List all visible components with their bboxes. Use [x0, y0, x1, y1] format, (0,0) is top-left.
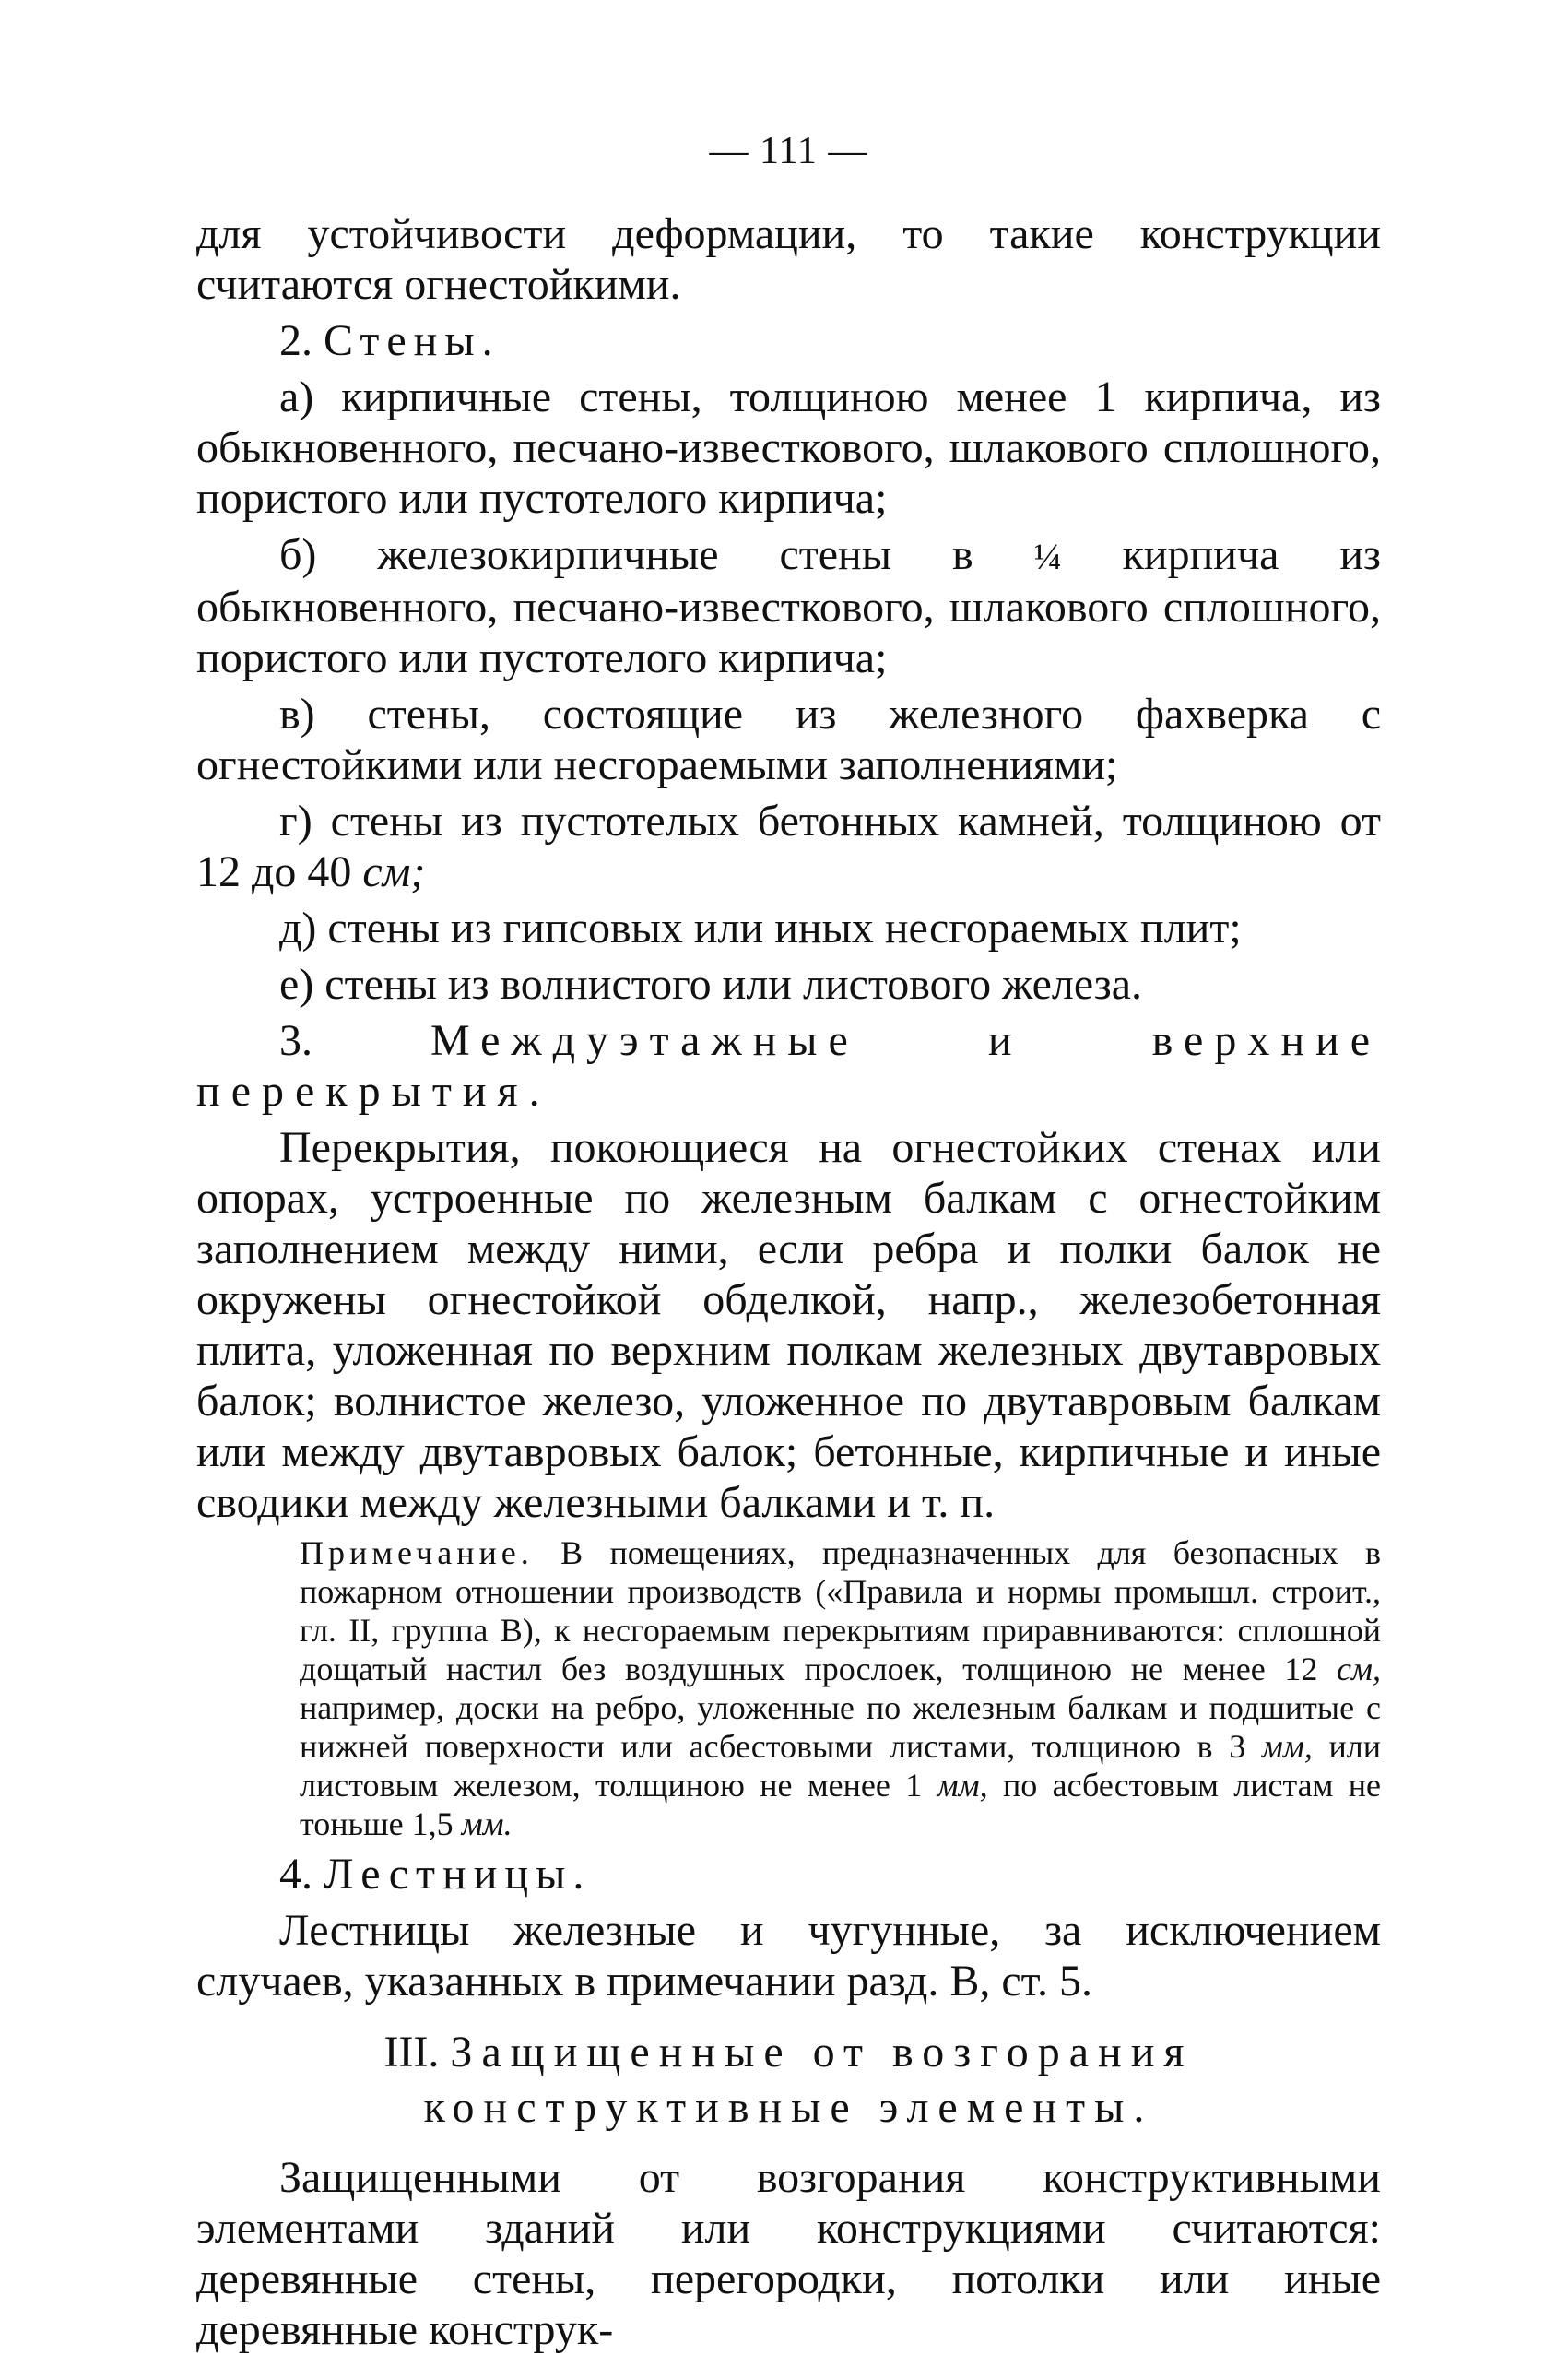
- walls-item-v: в) стены, состоящие из железного фахверка с огнестойкими или несгораемыми заполнениями;: [196, 690, 1381, 789]
- note-unit-1: см,: [1337, 1651, 1381, 1687]
- section-2-number: 2.: [279, 316, 312, 365]
- walls-item-g: [196, 796, 1381, 897]
- section-3-heading: [196, 1015, 1381, 1117]
- walls-item-g-text: г) стены из пустотелых бетонных камней, толщиною от 12 до 40: [196, 797, 1381, 896]
- note-unit-4: мм.: [461, 1805, 513, 1842]
- walls-item-a: а) кирпичные стены, толщиною менее 1 кирпича, из обыкновенного, песчано-известкового, шлакового сплошного, пористого или пустотелого кирпича;: [196, 373, 1381, 523]
- unit-cm: см;: [362, 847, 426, 896]
- note-text-1: В помещениях, предназначенных для безопасных в пожарном отношении производств («Правила и нормы промышл. строит., гл. II, группа В), к несгораемым перекрытиям приравниваются: сплошной дощатый настил без воздушных прослоек, толщиною не менее 12: [300, 1534, 1381, 1687]
- note-unit-2: мм,: [1261, 1728, 1313, 1765]
- page-number: — 111 —: [709, 130, 868, 172]
- note-text-2: например, доски на ребро, уложенные по железным балкам и подшитые с нижней поверхности или асбестовыми листами, толщиною в 3: [300, 1689, 1381, 1765]
- section-4-title: Лестницы.: [324, 1850, 592, 1899]
- walls-item-b-start: б) железокирпичные стены в: [279, 530, 973, 579]
- section-III-heading: [196, 2025, 1381, 2136]
- note-unit-3: мм,: [937, 1767, 988, 1804]
- walls-item-e: е) стены из волнистого или листового железа.: [279, 960, 1143, 1009]
- section-2-title: Стены.: [324, 316, 501, 365]
- stairs-paragraph: Лестницы железные и чугунные, за исключением случаев, указанных в примечании разд. В, ст. 5.: [196, 1906, 1381, 2006]
- intro-paragraph: для устойчивости деформации, то такие конструкции считаются огнестойкими.: [196, 209, 1381, 309]
- note-block: [300, 1533, 1381, 1843]
- walls-item-d: д) стены из гипсовых или иных несгораемых плит;: [279, 904, 1242, 953]
- note-paragraph: [300, 1533, 1381, 1843]
- quarter-fraction: ¼: [1033, 536, 1062, 577]
- note-lead: Примечание.: [300, 1534, 534, 1571]
- walls-item-b-end: кирпича из обыкновенного, песчано-известкового, шлакового сплошного, пористого или пустотелого кирпича;: [196, 530, 1382, 682]
- section-III-number: III.: [383, 2028, 440, 2077]
- document-page: [196, 129, 1381, 2355]
- note-text-4: по асбестовым листам не тоньше 1,5: [300, 1767, 1382, 1842]
- section-4-number: 4.: [279, 1850, 312, 1899]
- section-2-heading: [196, 315, 1381, 366]
- section-3-number: 3.: [279, 1016, 312, 1065]
- section-III-title: Защищенные от возгорания конструктивные элементы.: [423, 2028, 1194, 2132]
- protected-elements-paragraph: Защищенными от возгорания конструктивными элементами зданий или конструкциями считаются: деревянные стены, перегородки, потолки или иные деревянные конструк-: [196, 2153, 1381, 2354]
- section-4-heading: [196, 1849, 1381, 1899]
- walls-item-b: [196, 529, 1381, 683]
- section-3-title: Междуэтажные и верхние перекрытия.: [196, 1016, 1381, 1116]
- floors-paragraph: Перекрытия, покоющиеся на огнестойких стенах или опорах, устроенные по железным балкам с огнестойким заполнением между ними, если ребра и полки балок не окружены огнестойкой обделкой, напр., железобетонная плита, уложенная по верхним полкам железных двутавровых балок; волнистое железо, уложенное по двутавровым балкам или между двутавровых балок; бетонные, кирпичные и иные сводики между железными балками и т. п.: [196, 1123, 1381, 1527]
- note-text-3: или листовым железом, толщиною не менее 1: [300, 1728, 1382, 1804]
